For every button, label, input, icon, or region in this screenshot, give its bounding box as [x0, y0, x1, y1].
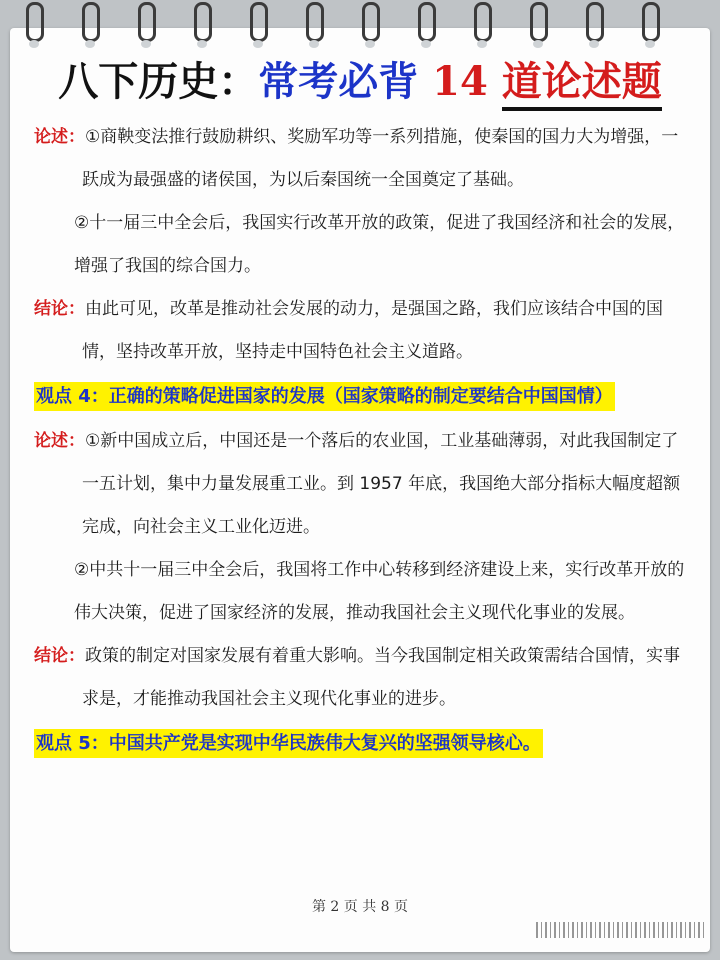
page-title	[0, 56, 720, 108]
binding-ring-icon	[248, 2, 268, 44]
title-part-highlight: 常考必背	[258, 58, 433, 105]
conclusion-text: 政策的制定对国家发展有着重大影响。当今我国制定相关政策需结合国情，实事求是，才能推动我国社会主义现代化事业的进步。	[82, 646, 680, 709]
spiral-binding	[0, 0, 720, 60]
lunshu-block-2	[34, 420, 688, 549]
document-body	[34, 116, 688, 767]
binding-ring-icon	[192, 2, 212, 44]
viewpoint-heading-text: 观点 5：中国共产党是实现中华民族伟大复兴的坚强领导核心。	[34, 729, 543, 758]
title-part-subject: 八下历史：	[58, 58, 259, 105]
lunshu-item: ①新中国成立后，中国还是一个落后的农业国，工业基础薄弱，对此我国制定了一五计划，集中力量发展重工业。到 1957 年底，我国绝大部分指标大幅度超额完成，向社会主义工业化迈进。	[82, 431, 681, 537]
viewpoint-heading-5	[34, 721, 688, 767]
jielun-block-2	[34, 635, 688, 721]
binding-ring-icon	[136, 2, 156, 44]
lunshu-item: ②中共十一届三中全会后，我国将工作中心转移到经济建设上来，实行改革开放的伟大决策，促进了国家经济的发展，推动我国社会主义现代化事业的发展。	[74, 560, 685, 623]
viewpoint-heading-text: 观点 4：正确的策略促进国家的发展（国家策略的制定要结合中国国情）	[34, 382, 615, 411]
binding-ring-icon	[472, 2, 492, 44]
conclusion-text: 由此可见，改革是推动社会发展的动力，是强国之路，我们应该结合中国的国情，坚持改革开放，坚持走中国特色社会主义道路。	[82, 299, 663, 362]
binding-ring-icon	[304, 2, 324, 44]
page-number: 第 2 页 共 8 页	[311, 899, 409, 915]
binding-ring-icon	[584, 2, 604, 44]
jielun-block-1	[34, 288, 688, 374]
binding-ring-icon	[80, 2, 100, 44]
binding-ring-icon	[24, 2, 44, 44]
lunshu-item-2-block	[34, 549, 688, 635]
lunshu-block-1	[34, 116, 688, 202]
lunshu-label: 论述：	[34, 431, 85, 451]
binding-ring-icon	[528, 2, 548, 44]
lunshu-item: ②十一届三中全会后，我国实行改革开放的政策，促进了我国经济和社会的发展，增强了我国的综合国力。	[74, 213, 685, 276]
title-part-count: 14	[432, 58, 502, 105]
lunshu-item-2-block	[34, 202, 688, 288]
jielun-label: 结论：	[34, 299, 85, 319]
lunshu-label: 论述：	[34, 127, 85, 147]
binding-ring-icon	[360, 2, 380, 44]
title-part-topic: 道论述题	[502, 58, 662, 111]
lunshu-item: ①商鞅变法推行鼓励耕织、奖励军功等一系列措施，使秦国的国力大为增强，一跃成为最强盛的诸侯国，为以后秦国统一全国奠定了基础。	[82, 127, 679, 190]
binding-ring-icon	[416, 2, 436, 44]
viewpoint-heading-4	[34, 374, 688, 420]
barcode-decoration	[536, 922, 706, 938]
jielun-label: 结论：	[34, 646, 85, 666]
binding-ring-icon	[640, 2, 660, 44]
